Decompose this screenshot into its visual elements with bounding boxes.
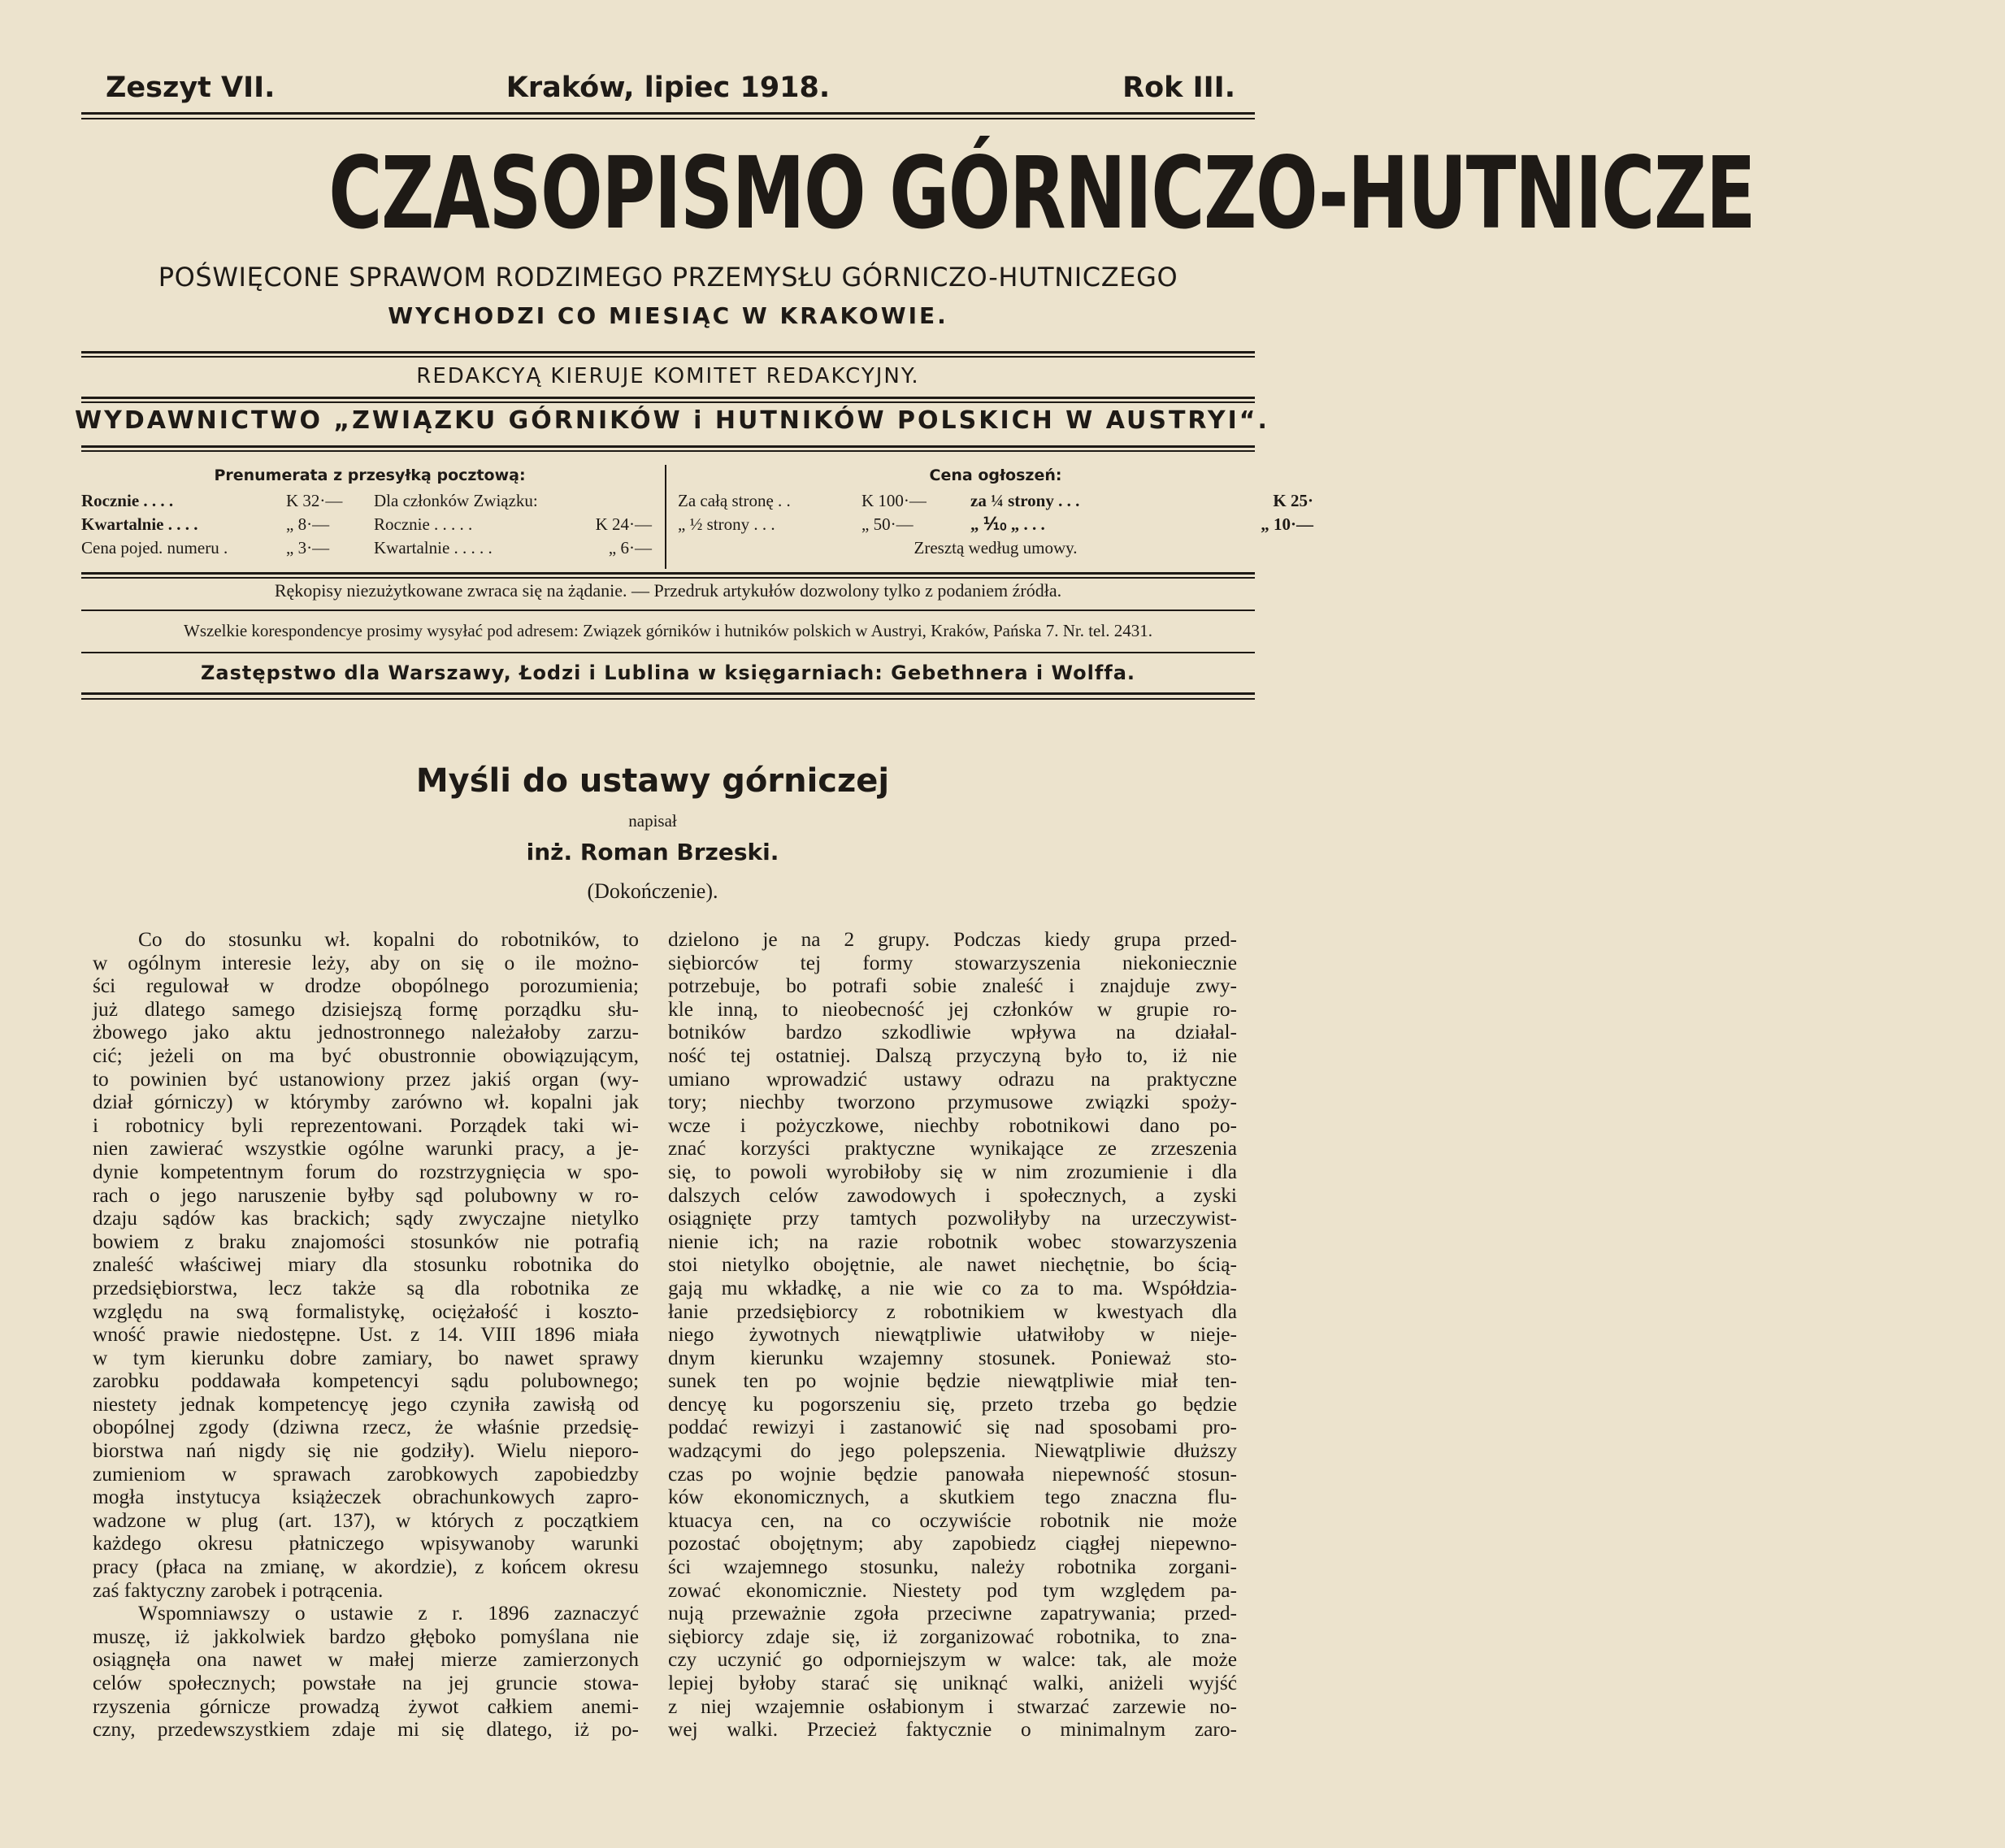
row-label: Za całą stronę . .	[678, 491, 791, 510]
text-line: łanie przedsiębiorcy z robotnikiem w kwestyach dla	[668, 1299, 1237, 1323]
text-line: zumieniom w sprawach zarobkowych zapobiedzby	[93, 1462, 639, 1486]
text-line: tory; niechby tworzono przymusowe związki spoży-	[668, 1091, 1237, 1114]
ads-footer: Zresztą według umowy.	[914, 538, 1078, 557]
row-label: Kwartalnie . . . .	[81, 514, 198, 534]
text-line: dzielono je na 2 grupy. Podczas kiedy grupa przed-	[668, 928, 1237, 951]
text-line: mogła instytucya książeczek obrachunkowych zapro-	[93, 1486, 639, 1509]
text-line: botników bardzo szkodliwie wpływa na działal-	[668, 1021, 1237, 1044]
price-table	[81, 462, 1313, 569]
text-line: wej walki. Przecież faktycznie o minimalnym zaro-	[668, 1718, 1237, 1742]
text-line: dział górniczy) w którymby zarówno wł. kopalni jak	[93, 1091, 639, 1114]
subscription-row	[81, 489, 658, 513]
article-byline: napisał	[628, 811, 677, 831]
row-price: „ 50·—	[861, 514, 914, 534]
text-line: muszę, iż jakkolwiek bardzo głęboko pomyślana nie	[93, 1625, 639, 1648]
text-line: nien zawierać wszystkie ogólne warunki pracy, a je-	[93, 1137, 639, 1160]
text-line: już dlatego samego dzisiejszą formę porządku słu-	[93, 997, 639, 1021]
text-line: ktuacya cen, na co oczywiście robotnik nie może	[668, 1508, 1237, 1532]
subscription-row	[81, 536, 658, 560]
text-line: osiągnęła ona nawet w małej mierze zamierzonych	[93, 1648, 639, 1672]
member-label: Rocznie . . . . .	[374, 514, 473, 534]
text-line: dzaju sądów kas brackich; sądy zwyczajne nietylko	[93, 1207, 639, 1230]
text-line: nują przeważnie zgoła przeciwne zapatrywania; przed-	[668, 1602, 1237, 1625]
text-line: siębiorców tej formy stowarzyszenia niekoniecznie	[668, 951, 1237, 974]
agency-note: Zastępstwo dla Warszawy, Łodzi i Lublina w księgarniach: Gebethnera i Wolffa.	[200, 662, 1136, 684]
fraction-label: za ¼ strony . . .	[970, 491, 1080, 510]
text-line: wadzącymi do jego polepszenia. Niewątpliwie dłuższy	[668, 1439, 1237, 1463]
text-line: potrzebuje, bo potrafi sobie znaleść i znajduje zwy-	[668, 974, 1237, 998]
text-line: osiągnięte przy tamtych pozwoliłyby na urzeczywist-	[668, 1207, 1237, 1230]
text-line: zować ekonomicznie. Niestety pod tym względem pa-	[668, 1578, 1237, 1602]
text-line: wność prawie niedostępne. Ust. z 14. VIII 1896 miała	[93, 1323, 639, 1347]
text-line: żbowego jako aktu jednostronnego należałoby zarzu-	[93, 1021, 639, 1044]
text-line: i robotnicy byli reprezentowani. Porządek taki wi-	[93, 1113, 639, 1137]
row-price: K 32·—	[286, 491, 343, 510]
text-line: dynie kompetentnym forum do rozstrzygnięcia w spo-	[93, 1160, 639, 1183]
publisher-line: WYDAWNICTWO „ZWIĄZKU GÓRNIKÓW i HUTNIKÓW POLSKICH W AUSTRYI“.	[75, 406, 1269, 435]
text-line: stoi nietylko obojętnie, ale nawet niechętnie, bo ścią-	[668, 1253, 1237, 1277]
text-line: nienie ich; na razie robotnik wobec stowarzyszenia	[668, 1230, 1237, 1253]
member-price: K 24·—	[595, 514, 652, 534]
article-author: inż. Roman Brzeski.	[526, 839, 779, 865]
ads-heading: Cena ogłoszeń:	[929, 466, 1062, 484]
correspondence-note: Wszelkie korespondencye prosimy wysyłać pod adresem: Związek górników i hutników polskich w Austryi, Kraków, Pańska 7. Nr. tel. 2431.	[184, 621, 1152, 640]
text-line: ści wzajemnego stosunku, należy robotnika zorgani-	[668, 1555, 1237, 1579]
text-line: ność tej ostatniej. Dalszą przyczyną było to, iż nie	[668, 1043, 1237, 1067]
text-line: celów społecznych; powstałe na jej gruncie stowa-	[93, 1672, 639, 1694]
subscription-block	[81, 462, 658, 560]
text-line: dalszych celów zawodowych i społecznych, a zyski	[668, 1183, 1237, 1207]
text-line: pracy (płaca na zmianę, w akordzie), z końcem okresu	[93, 1555, 639, 1579]
subscription-row	[81, 513, 658, 536]
manuscripts-note: Rękopisy niezużytkowane zwraca się na żądanie. — Przedruk artykułów dozwolony tylko z podaniem źródła.	[274, 580, 1062, 601]
text-line: rach o jego naruszenie byłby sąd polubowny w ro-	[93, 1183, 639, 1207]
text-line: gają mu wkładkę, a nie wie co za to ma. Współdzia-	[668, 1276, 1237, 1299]
row-price: „ 8·—	[286, 514, 330, 534]
text-line: przedsiębiorstwa, lecz także są dla robotnika ze	[93, 1276, 639, 1299]
text-line: kle inną, to nieobecność jej członków w grupie ro-	[668, 997, 1237, 1021]
text-line: znaleść właściwej miary dla stosunku robotnika do	[93, 1253, 639, 1277]
text-line: względu na swą formalistykę, ociężałość i koszto-	[93, 1299, 639, 1323]
text-line: dencyę ku pogorszeniu się, przeto trzeba go będzie	[668, 1392, 1237, 1416]
text-line: każdego okresu płatniczego wpisywanoby warunki	[93, 1532, 639, 1555]
text-line: czy uczynić go odporniejszym w walce: tak, ale może	[668, 1648, 1237, 1672]
ads-row	[678, 489, 1313, 513]
text-line: niestety jednak kompetencyę jego czyniła zawisłą od	[93, 1392, 639, 1416]
text-line: w ogólnym interesie leży, aby on się o ile możno-	[93, 951, 639, 974]
row-label: Rocznie . . . .	[81, 491, 174, 510]
text-line: siębiorcy zdaje się, iż zorganizować robotnika, to zna-	[668, 1625, 1237, 1648]
volume-number: Rok III.	[1122, 72, 1235, 104]
text-line: wadzone w plug (art. 137), w których z początkiem	[93, 1508, 639, 1532]
text-line: biorstwa nań nigdy się nie godziły). Wielu nieporo-	[93, 1439, 639, 1463]
text-line: ków ekonomicznych, a skutkiem tego znaczna flu-	[668, 1486, 1237, 1509]
row-price: „ 3·—	[286, 538, 330, 557]
text-line: pozostać obojętnym; aby zapobiedz ciągłej niepewno-	[668, 1532, 1237, 1555]
place-date: Kraków, lipiec 1918.	[506, 72, 831, 104]
masthead-title: CZASOPISMO GÓRNICZO-HUTNICZE	[328, 136, 1755, 251]
subtitle-frequency: WYCHODZI CO MIESIĄC W KRAKOWIE.	[388, 302, 948, 329]
row-label: Cena pojed. numeru .	[81, 538, 228, 557]
text-line: czny, przedewszystkiem zdaje mi się dlatego, iż po-	[93, 1718, 639, 1742]
member-label: Kwartalnie . . . . .	[374, 538, 493, 557]
text-line: sunek ten po wojnie będzie niewątpliwie miał ten-	[668, 1369, 1237, 1393]
text-line: czas po wojnie będzie panowała niepewność stosun-	[668, 1462, 1237, 1486]
text-line: w tym kierunku dobre zamiary, bo nawet sprawy	[93, 1346, 639, 1369]
rule-5	[81, 609, 1255, 611]
column-divider	[665, 465, 666, 569]
text-line: zaś faktyczny zarobek i potrącenia.	[93, 1578, 384, 1602]
text-line: umiano wprowadzić ustawy odrazu na praktyczne	[668, 1067, 1237, 1091]
text-line: z niej wzajemnie osłabionym i stwarzać zarzewie no-	[668, 1694, 1237, 1718]
member-price: „ 6·—	[608, 538, 652, 557]
fraction-label: „ ⅒ „ . . .	[970, 514, 1045, 534]
text-line: cić; jeżeli on ma być obustronnie obowiązującym,	[93, 1043, 639, 1067]
text-line: poddać rewizyi i zastanowić się nad sposobami pro-	[668, 1416, 1237, 1439]
fraction-price: K 25·	[1273, 491, 1313, 510]
rule-2	[81, 397, 1255, 403]
ads-block	[678, 462, 1313, 560]
member-label: Dla członków Związku:	[374, 491, 538, 510]
text-line: ści regulował w drodze obopólnego porozumienia;	[93, 974, 639, 998]
issue-number: Zeszyt VII.	[106, 72, 276, 104]
fraction-price: „ 10·—	[1261, 514, 1313, 534]
article-continuation: (Dokończenie).	[587, 879, 718, 903]
rule-7	[81, 692, 1255, 700]
header-rule	[81, 112, 1255, 119]
issue-header	[81, 72, 1255, 111]
subscription-heading: Prenumerata z przesyłką pocztową:	[214, 466, 526, 484]
text-line: to powinien być ustanowiony przez jakiś organ (wy-	[93, 1067, 639, 1091]
subtitle-dedication: POŚWIĘCONE SPRAWOM RODZIMEGO PRZEMYSŁU GÓRNICZO-HUTNICZEGO	[158, 262, 1178, 293]
article-column-right	[668, 928, 1237, 1742]
text-line: zarobku poddawała kompetencyi sądu polubownego;	[93, 1369, 639, 1393]
text-line: obopólnej zgody (dziwna rzecz, że właśnie przedsię-	[93, 1416, 639, 1439]
rule-6	[81, 652, 1255, 653]
text-line: znać korzyści praktyczne wynikające ze zrzeszenia	[668, 1137, 1237, 1160]
text-line: dnym kierunku wzajemny stosunek. Ponieważ sto-	[668, 1346, 1237, 1369]
text-line: bowiem z braku znajomości stosunków nie potrafią	[93, 1230, 639, 1253]
rule-1	[81, 351, 1255, 358]
row-price: K 100·—	[861, 491, 927, 510]
text-line: lepiej byłoby starać się uniknąć walki, aniżeli wyjść	[668, 1672, 1237, 1694]
text-line: się, to powoli wyrobiłoby się w nim zrozumienie i dla	[668, 1160, 1237, 1183]
text-line: niego żywotnych niewątpliwie ułatwiłoby w nieje-	[668, 1323, 1237, 1347]
text-line: Co do stosunku wł. kopalni do robotników, to	[138, 928, 639, 951]
rule-4	[81, 572, 1255, 579]
row-label: „ ½ strony . . .	[678, 514, 775, 534]
text-line: Wspomniawszy o ustawie z r. 1896 zaznaczyć	[138, 1602, 639, 1625]
editorial-note: REDAKCYĄ KIERUJE KOMITET REDAKCYJNY.	[416, 364, 920, 388]
text-line: wcze i pożyczkowe, niechby robotnikowi dano po-	[668, 1113, 1237, 1137]
rule-3	[81, 445, 1255, 452]
article-column-left	[93, 928, 639, 1742]
ads-row	[678, 513, 1313, 536]
text-line: rzyszenia górnicze prowadzą żywot całkiem anemi-	[93, 1694, 639, 1718]
article-title: Myśli do ustawy górniczej	[415, 762, 890, 800]
